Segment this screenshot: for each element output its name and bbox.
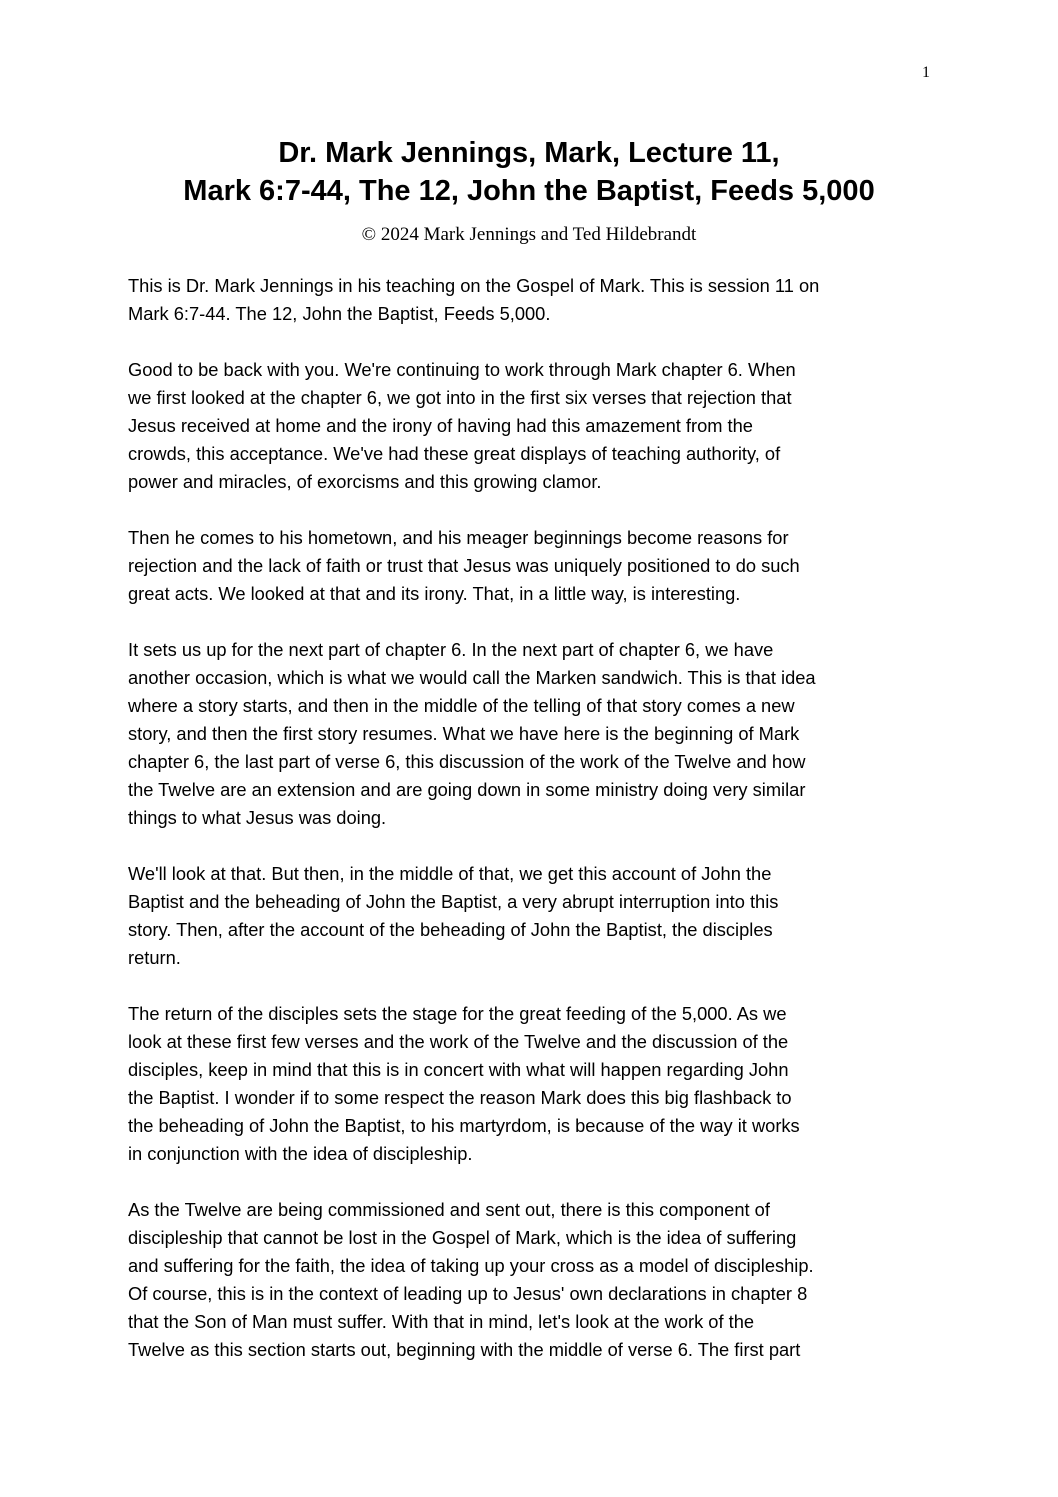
text-line: As the Twelve are being commissioned and sent out, there is this component of	[128, 1199, 770, 1220]
paragraph	[128, 1000, 948, 1168]
title-line: Dr. Mark Jennings, Mark, Lecture 11,	[278, 137, 780, 169]
text-line: look at these first few verses and the work of the Twelve and the discussion of the	[128, 1031, 789, 1052]
text-line: story. Then, after the account of the beheading of John the Baptist, the disciples	[128, 919, 773, 940]
paragraph	[128, 356, 948, 496]
text-line: Of course, this is in the context of leading up to Jesus' own declarations in chapter 8	[128, 1283, 808, 1304]
text-line: Mark 6:7-44. The 12, John the Baptist, Feeds 5,000.	[128, 303, 551, 324]
text-line: Then he comes to his hometown, and his meager beginnings become reasons for	[128, 527, 789, 548]
text-line: This is Dr. Mark Jennings in his teaching on the Gospel of Mark. This is session 11 on	[128, 275, 820, 296]
title-line: Mark 6:7-44, The 12, John the Baptist, Feeds 5,000	[183, 175, 875, 207]
document-body	[128, 272, 948, 1392]
text-line: power and miracles, of exorcisms and this growing clamor.	[128, 471, 602, 492]
text-line: disciples, keep in mind that this is in concert with what will happen regarding John	[128, 1059, 789, 1080]
text-line: the Baptist. I wonder if to some respect the reason Mark does this big flashback to	[128, 1087, 792, 1108]
text-line: The return of the disciples sets the stage for the great feeding of the 5,000. As we	[128, 1003, 787, 1024]
text-line: we first looked at the chapter 6, we got into in the first six verses that rejection that	[128, 387, 792, 408]
text-line: the beheading of John the Baptist, to his martyrdom, is because of the way it works	[128, 1115, 800, 1136]
paragraph	[128, 1196, 948, 1364]
text-line: discipleship that cannot be lost in the Gospel of Mark, which is the idea of suffering	[128, 1227, 797, 1248]
paragraph	[128, 272, 948, 328]
text-line: It sets us up for the next part of chapter 6. In the next part of chapter 6, we have	[128, 639, 774, 660]
text-line: chapter 6, the last part of verse 6, this discussion of the work of the Twelve and how	[128, 751, 806, 772]
text-line: the Twelve are an extension and are going down in some ministry doing very similar	[128, 779, 806, 800]
text-line: another occasion, which is what we would call the Marken sandwich. This is that idea	[128, 667, 816, 688]
text-line: where a story starts, and then in the middle of the telling of that story comes a new	[128, 695, 795, 716]
text-line: crowds, this acceptance. We've had these great displays of teaching authority, of	[128, 443, 781, 464]
text-line: things to what Jesus was doing.	[128, 807, 387, 828]
text-line: Baptist and the beheading of John the Baptist, a very abrupt interruption into this	[128, 891, 779, 912]
page-number: 1	[922, 64, 930, 81]
paragraph	[128, 636, 948, 832]
text-line: Good to be back with you. We're continuing to work through Mark chapter 6. When	[128, 359, 796, 380]
text-line: Twelve as this section starts out, beginning with the middle of verse 6. The first part	[128, 1339, 801, 1360]
text-line: We'll look at that. But then, in the middle of that, we get this account of John the	[128, 863, 772, 884]
copyright: © 2024 Mark Jennings and Ted Hildebrandt	[361, 224, 697, 245]
text-line: in conjunction with the idea of discipleship.	[128, 1143, 473, 1164]
text-line: Jesus received at home and the irony of having had this amazement from the	[128, 415, 753, 436]
document-title	[0, 134, 1058, 210]
text-line: return.	[128, 947, 181, 968]
text-line: great acts. We looked at that and its irony. That, in a little way, is interesting.	[128, 583, 741, 604]
text-line: that the Son of Man must suffer. With that in mind, let's look at the work of the	[128, 1311, 755, 1332]
paragraph	[128, 524, 948, 608]
paragraph	[128, 860, 948, 972]
text-line: and suffering for the faith, the idea of taking up your cross as a model of discipleship.	[128, 1255, 814, 1276]
text-line: story, and then the first story resumes. What we have here is the beginning of Mark	[128, 723, 800, 744]
text-line: rejection and the lack of faith or trust that Jesus was uniquely positioned to do such	[128, 555, 800, 576]
